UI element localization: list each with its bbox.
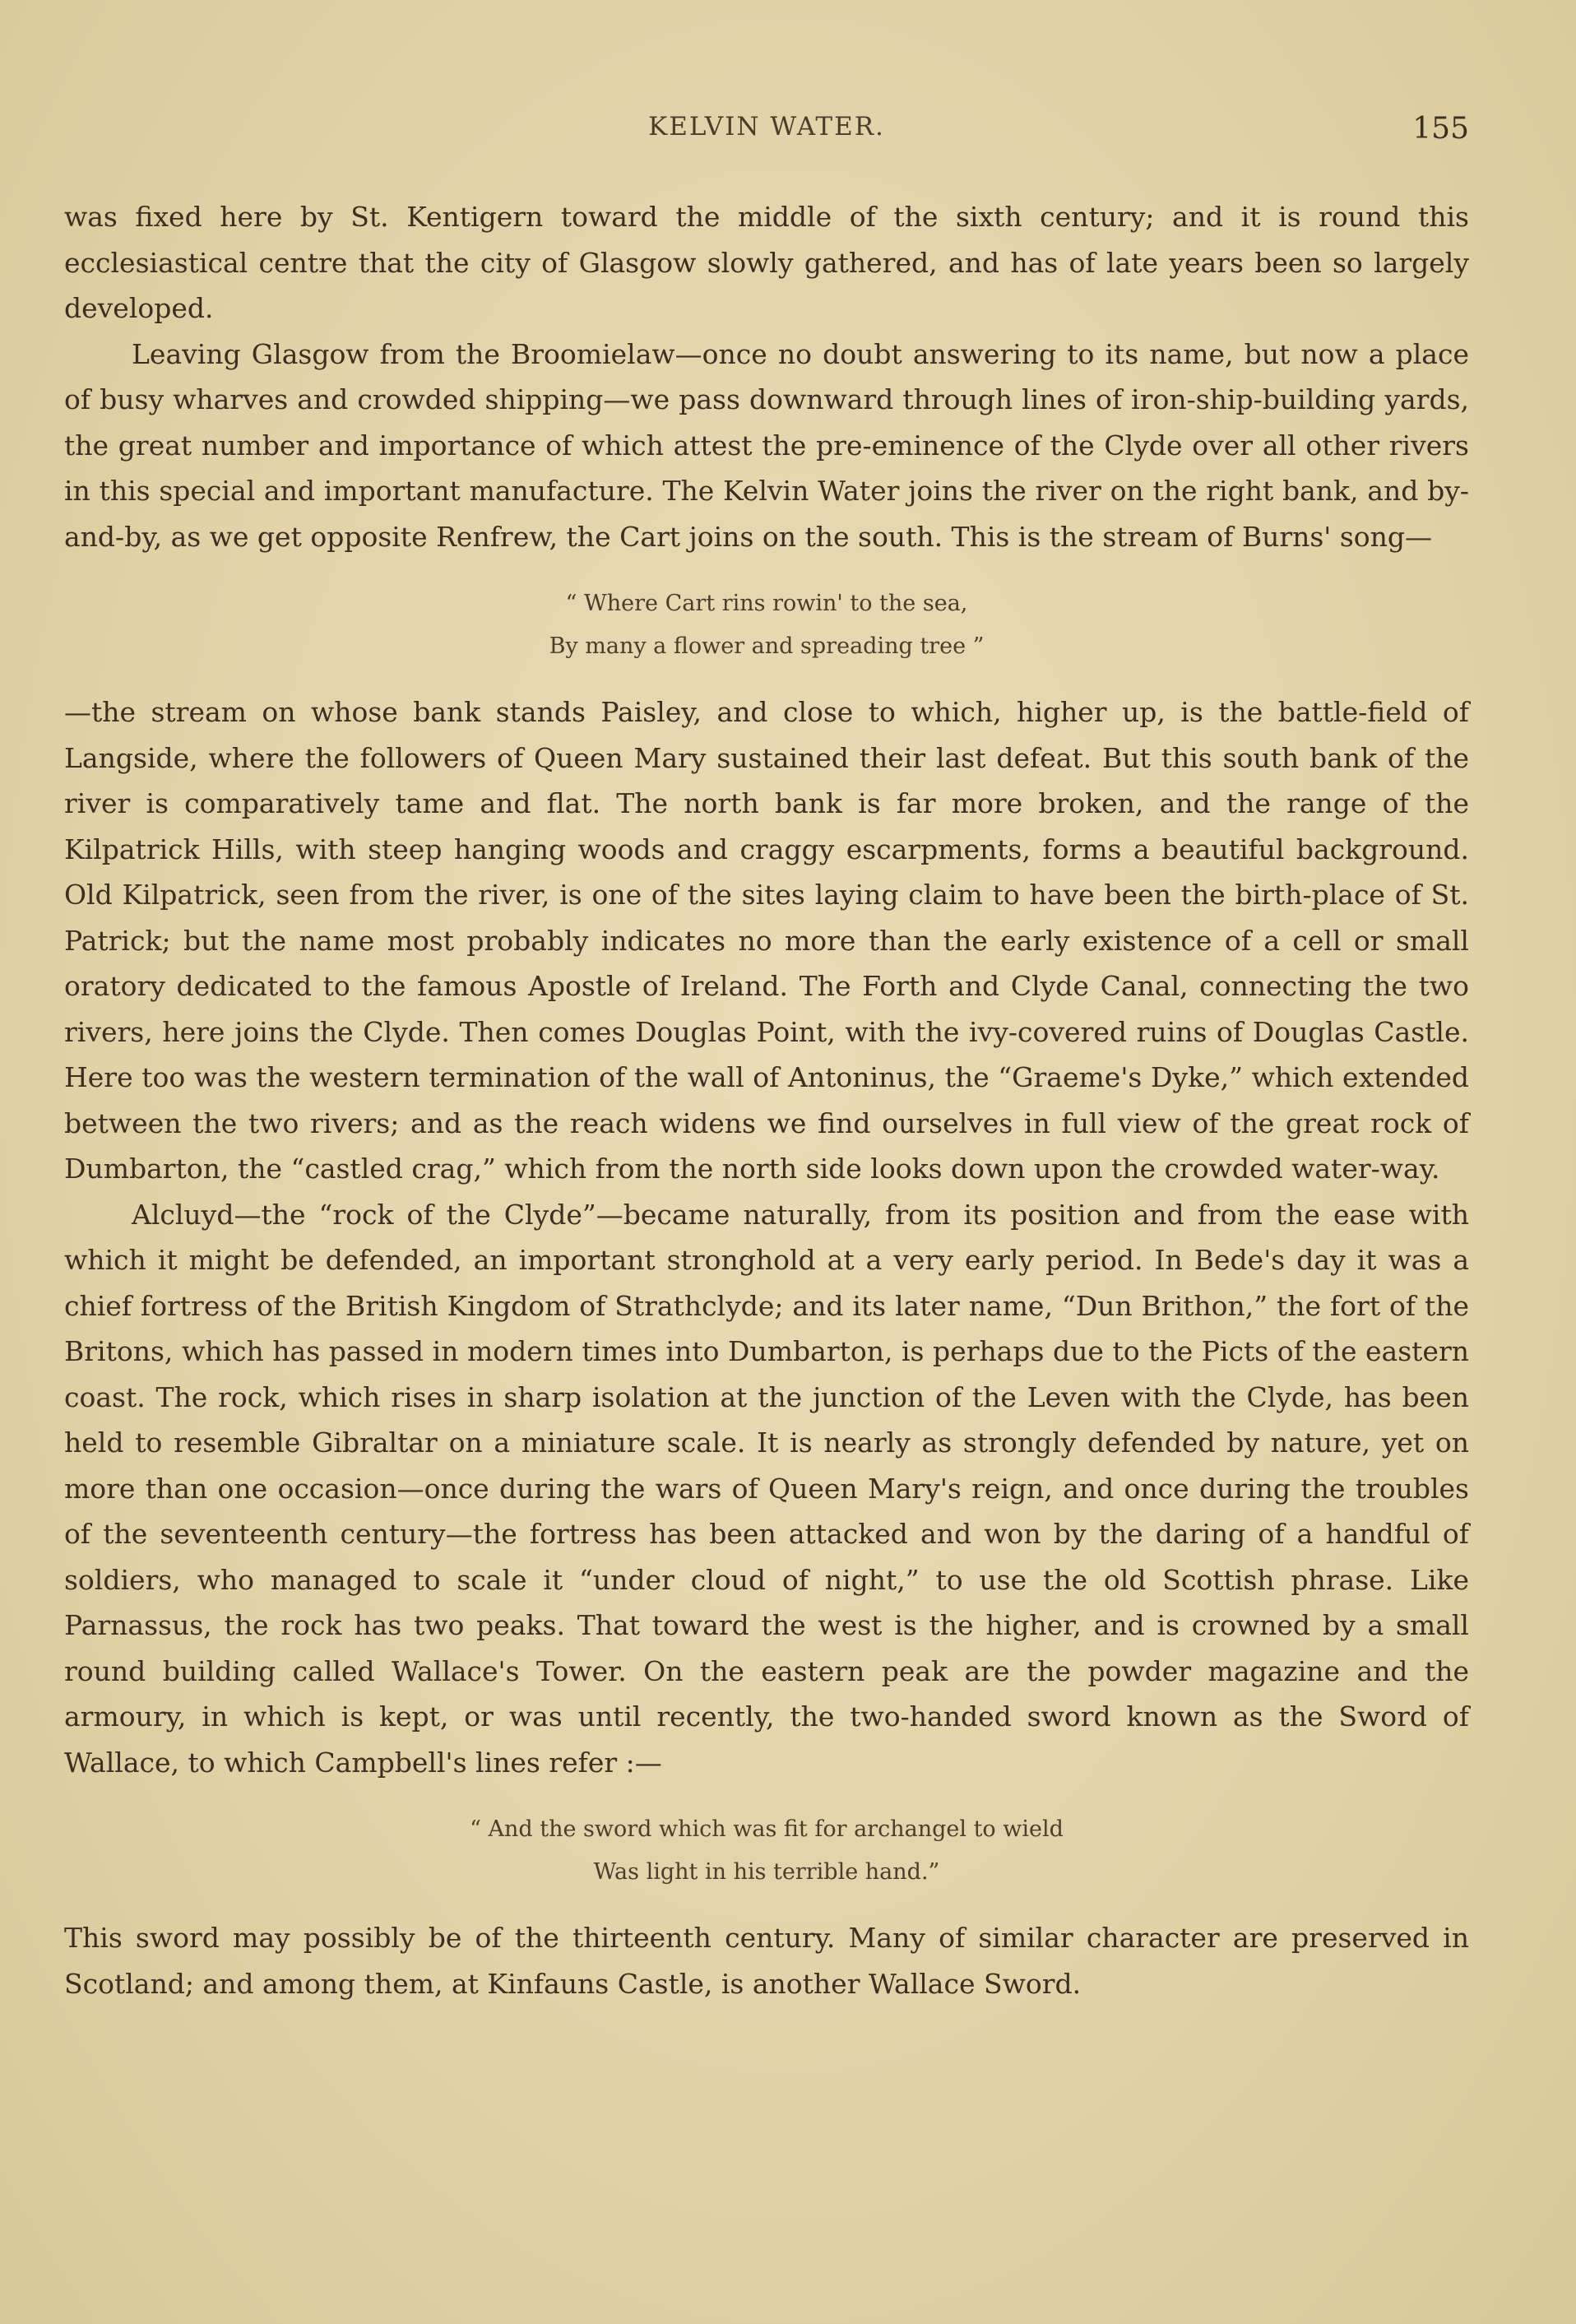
verse-line: Was light in his terrible hand.” — [593, 1859, 940, 1885]
paragraph-1: was fixed here by St. Kentigern toward the middle of the sixth century; and it is round this ecclesiastical centre that the city of Glasgow slowly gathered, and has of late years been so largely developed. — [64, 201, 1469, 324]
page-header — [64, 112, 1469, 161]
verse-line: “ And the sword which was fit for archangel to wield — [470, 1816, 1064, 1842]
body-text — [64, 194, 1469, 2006]
verse-line: “ Where Cart rins rowin' to the sea, — [565, 591, 968, 616]
verse-quote-1 — [64, 582, 1469, 668]
verse-quote-2 — [64, 1808, 1469, 1894]
verse-line: By many a flower and spreading tree ” — [549, 633, 985, 659]
page-number: 155 — [1412, 112, 1469, 146]
paragraph-5: This sword may possibly be of the thirteenth century. Many of similar character are preserved in Scotland; and among them, at Kinfauns Castle, is another Wallace Sword. — [64, 1922, 1469, 2000]
paragraph-4: Alcluyd—the “rock of the Clyde”—became naturally, from its position and from the ease with which it might be defended, an important stronghold at a very early period. In Bede's day it was a chief fortress of the British Kingdom of Strathclyde; and its later name, “Dun Brithon,” the fort of the Britons, which has passed in modern times into Dumbarton, is perhaps due to the Picts of the eastern coast. The rock, which rises in sharp isolation at the junction of the Leven with the Clyde, has been held to resemble Gibraltar on a miniature scale. It is nearly as strongly defended by nature, yet on more than one occasion—once during the wars of Queen Mary's reign, and once during the troubles of the seventeenth century—the fortress has been attacked and won by the daring of a handful of soldiers, who managed to scale it “under cloud of night,” to use the old Scottish phrase. Like Parnassus, the rock has two peaks. That toward the west is the higher, and is crowned by a small round building called Wallace's Tower. On the eastern peak are the powder magazine and the armoury, in which is kept, or was until recently, the two-handed sword known as the Sword of Wallace, to which Campbell's lines refer :— — [64, 1198, 1469, 1779]
running-title: KELVIN WATER. — [648, 112, 885, 141]
paragraph-3: —the stream on whose bank stands Paisley, and close to which, higher up, is the battle-field of Langside, where the followers of Queen Mary sustained their last defeat. But this south bank of the river is comparatively tame and flat. The north bank is far more broken, and the range of the Kilpatrick Hills, with steep hanging woods and craggy escarpments, forms a beautiful background. Old Kilpatrick, seen from the river, is one of the sites laying claim to have been the birth-place of St. Patrick; but the name most probably indicates no more than the early existence of a cell or small oratory dedicated to the famous Apostle of Ireland. The Forth and Clyde Canal, connecting the two rivers, here joins the Clyde. Then comes Douglas Point, with the ivy-covered ruins of Douglas Castle. Here too was the western termination of the wall of Antoninus, the “Graeme's Dyke,” which extended between the two rivers; and as the reach widens we find ourselves in full view of the great rock of Dumbarton, the “castled crag,” which from the north side looks down upon the crowded water-way. — [64, 696, 1469, 1185]
paragraph-2: Leaving Glasgow from the Broomielaw—once no doubt answering to its name, but now a place of busy wharves and crowded shipping—we pass downward through lines of iron-ship-building yards, the great number and importance of which attest the pre-eminence of the Clyde over all other rivers in this special and important manufacture. The Kelvin Water joins the river on the right bank, and by-and-by, as we get opposite Renfrew, the Cart joins on the south. This is the stream of Burns' song— — [64, 337, 1469, 553]
